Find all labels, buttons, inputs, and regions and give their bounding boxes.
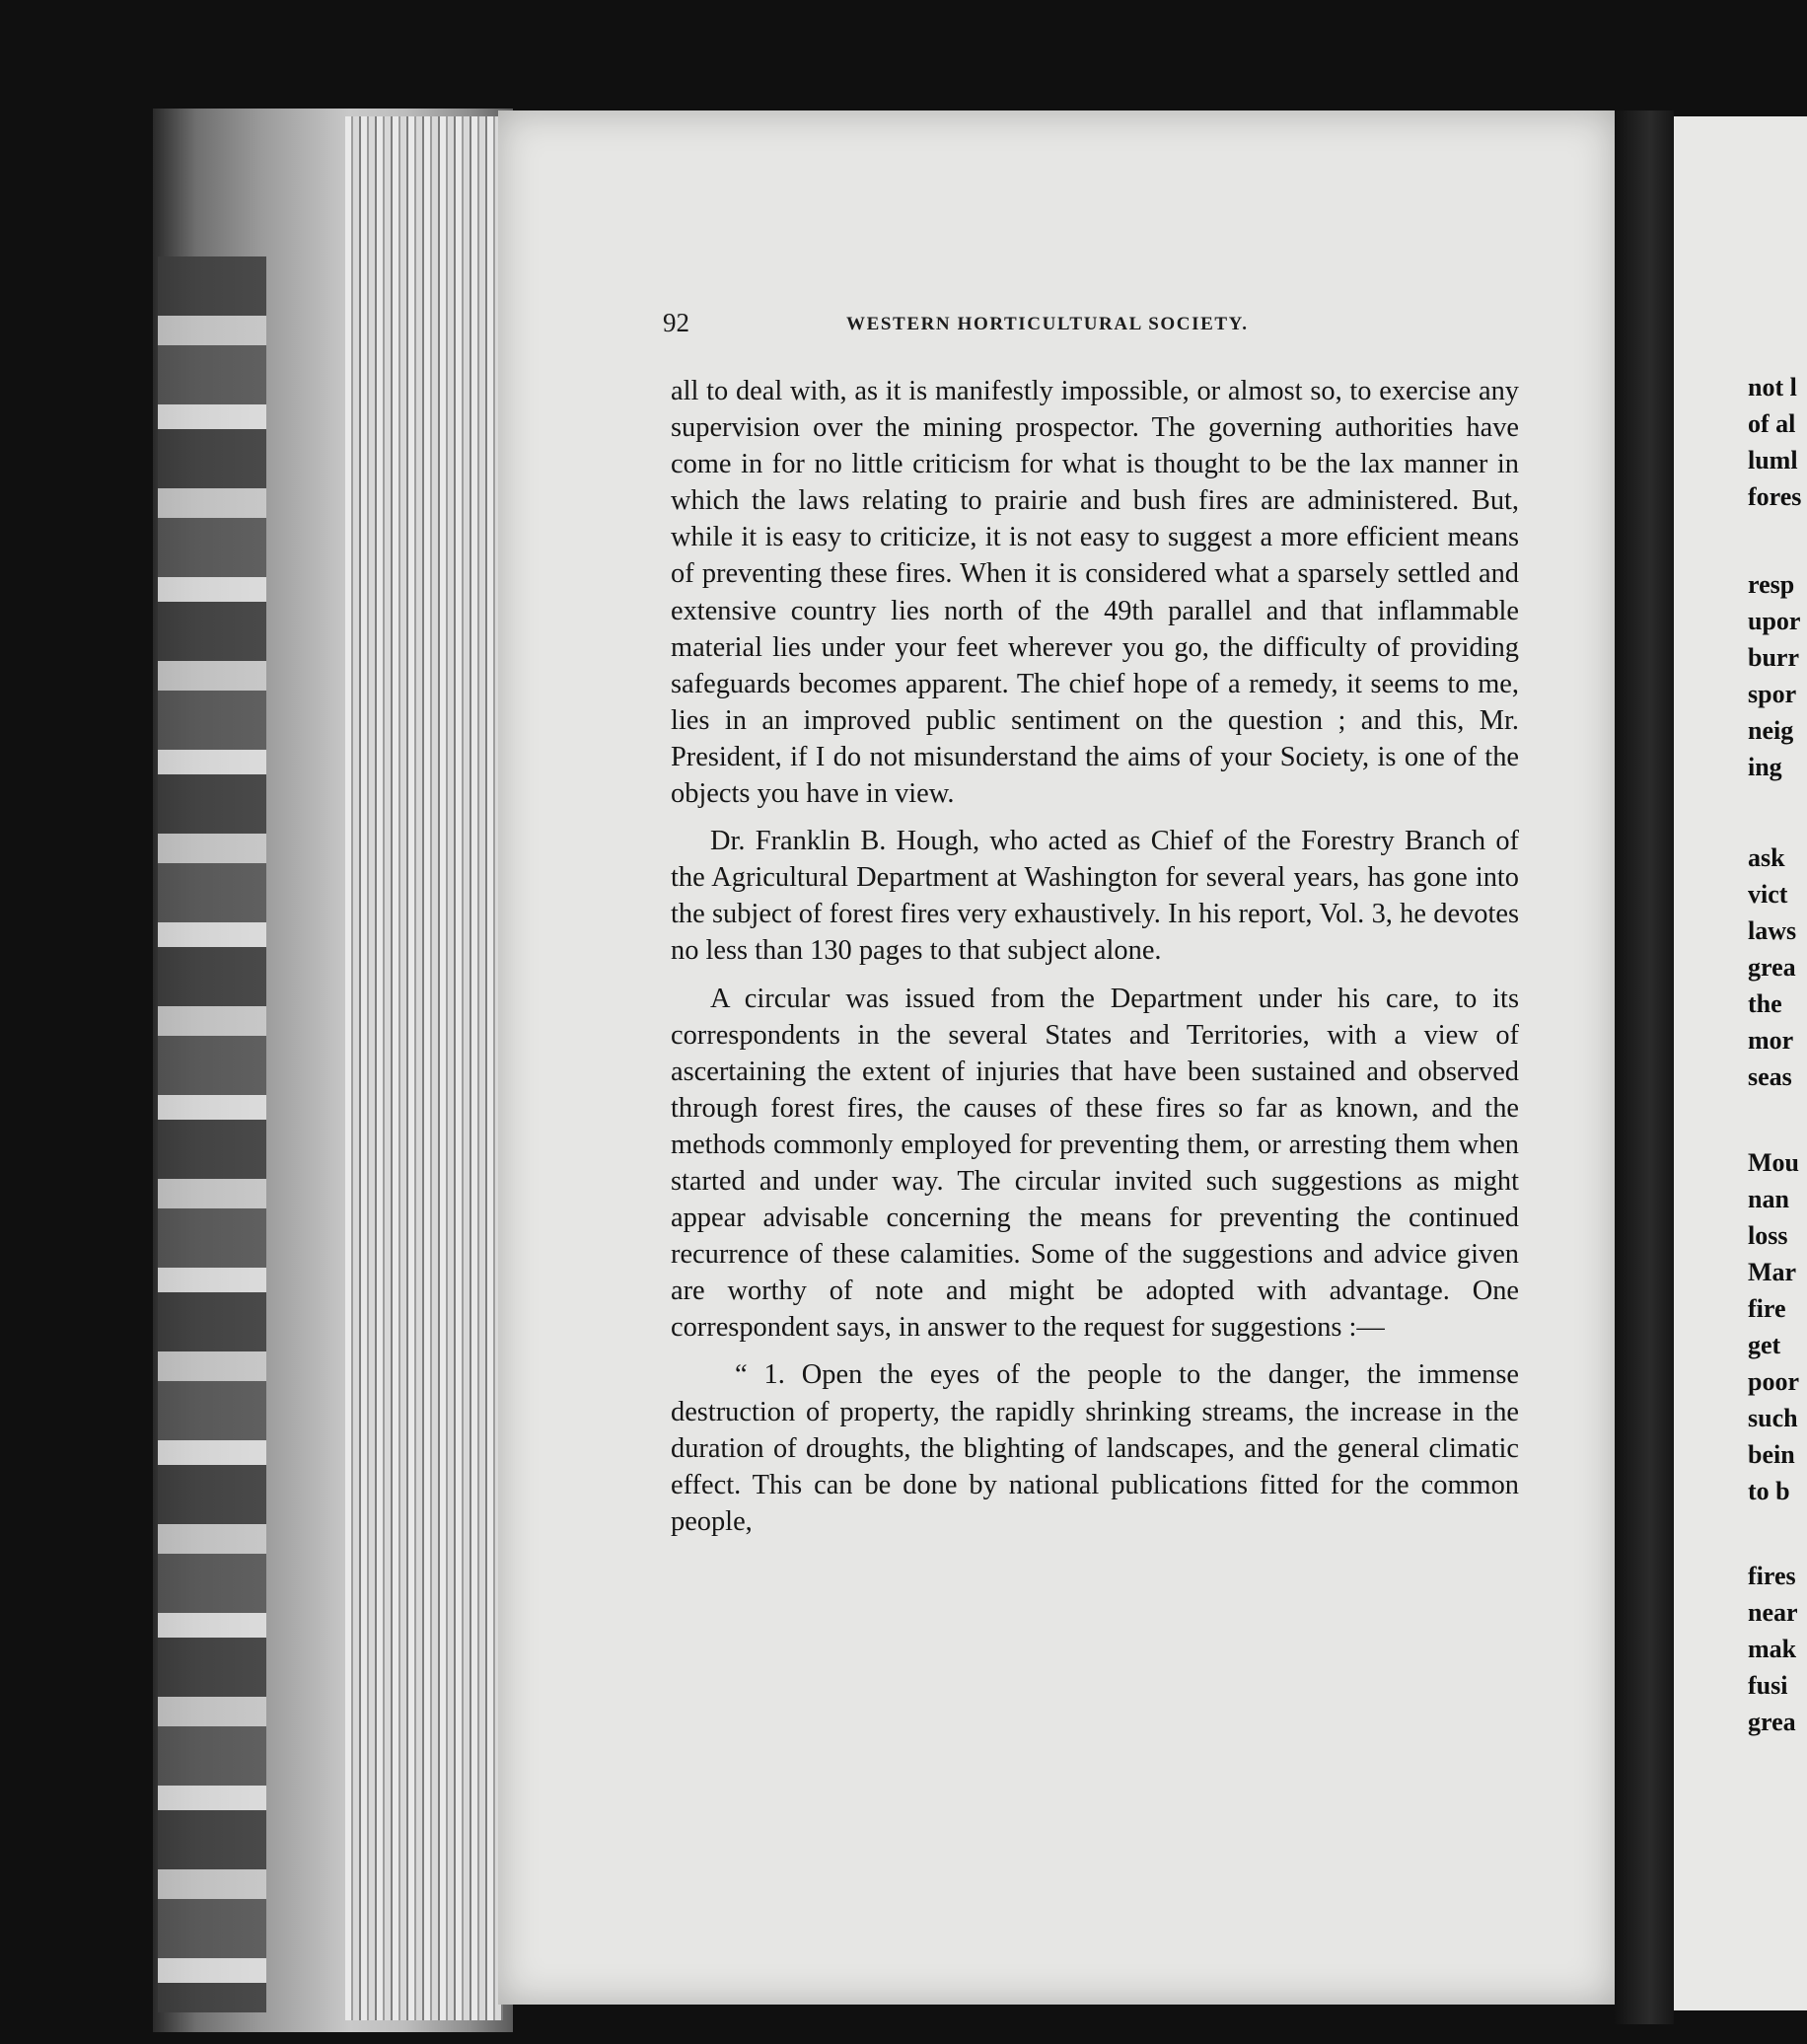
facing-line: get xyxy=(1748,1331,1781,1359)
facing-line: Mar xyxy=(1748,1258,1797,1286)
facing-line: resp xyxy=(1748,570,1795,599)
facing-line: neig xyxy=(1748,716,1794,745)
page-edges xyxy=(345,116,503,2020)
running-head: WESTERN HORTICULTURAL SOCIETY. xyxy=(846,314,1249,334)
facing-line: poor xyxy=(1748,1367,1799,1396)
facing-line: seas xyxy=(1748,1062,1792,1091)
book-gutter xyxy=(1615,110,1674,2024)
facing-line: loss xyxy=(1748,1221,1788,1250)
facing-line: not l xyxy=(1748,373,1797,402)
facing-line: the xyxy=(1748,989,1782,1018)
left-page-tabs xyxy=(158,256,266,2012)
facing-line: fusi xyxy=(1748,1671,1788,1700)
facing-line: grea xyxy=(1748,1708,1796,1736)
facing-line: mak xyxy=(1748,1635,1797,1663)
facing-line: luml xyxy=(1748,446,1798,474)
facing-line: vict xyxy=(1748,880,1788,909)
paragraph-continued: all to deal with, as it is manifestly impossible, or almost so, to exercise any supervision over the mining prospector. The governing authorities have come in for no little criticism for what is thought to be the lax manner in which the laws relating to prairie and bush fires are administered. But, while it is easy to criticize, it is not easy to suggest a more efficient means of preventing these fires. When it is considered what a sparsely settled and extensive country lies north of the 49th parallel and that inflammable material lies under your feet wherever you go, the difficulty of providing safeguards becomes apparent. The chief hope of a remedy, it seems to me, lies in an improved public sentiment on the question ; and this, Mr. President, if I do not misunderstand the aims of your Society, is one of the objects you have in view. xyxy=(671,376,1519,810)
facing-line: nan xyxy=(1748,1185,1789,1213)
paragraph-circular: A circular was issued from the Department under his care, to its correspondents in the several States and Territories, with a view of ascertaining the extent of injuries that have been sustained and observed through forest fires, the causes of these fires so far as known, and the methods commonly employed for preventing them, or arresting them when started and under way. The circular invited such suggestions as might appear advisable concerning the means for preventing the continued recurrence of these calamities. Some of the suggestions and advice given are worthy of note and might be adopted with advantage. One correspondent says, in answer to the request for suggestions :— xyxy=(671,983,1519,1344)
facing-line: spor xyxy=(1748,680,1797,708)
paragraph-quotation: “ 1. Open the eyes of the people to the danger, the immense destruction of property, the rapidly shrinking streams, the increase in the duration of droughts, the blighting of landscapes, and the general climatic effect. This can be done by national publications fitted for the common people, xyxy=(671,1359,1519,1537)
facing-line: grea xyxy=(1748,953,1796,982)
facing-line: fires xyxy=(1748,1562,1796,1590)
facing-line: bein xyxy=(1748,1440,1795,1469)
facing-line: fire xyxy=(1748,1294,1786,1323)
facing-line: Mou xyxy=(1748,1148,1799,1177)
facing-line: of al xyxy=(1748,409,1796,438)
paragraph-hough: Dr. Franklin B. Hough, who acted as Chief of the Forestry Branch of the Agricultural Department at Washington for several years, has gone into the subject of forest fires very exhaustively. In his report, Vol. 3, he devotes no less than 130 pages to that subject alone. xyxy=(671,826,1519,967)
facing-line: fores xyxy=(1748,482,1802,511)
facing-line: upor xyxy=(1748,607,1801,635)
facing-line: mor xyxy=(1748,1026,1794,1055)
body-text xyxy=(671,373,1519,1540)
facing-line: ing xyxy=(1748,753,1782,781)
facing-line: to b xyxy=(1748,1477,1790,1505)
facing-line: such xyxy=(1748,1404,1798,1432)
facing-line: burr xyxy=(1748,643,1799,672)
facing-line: near xyxy=(1748,1598,1798,1627)
page-number: 92 xyxy=(663,308,689,337)
facing-line: laws xyxy=(1748,916,1797,945)
facing-line: ask xyxy=(1748,843,1785,872)
